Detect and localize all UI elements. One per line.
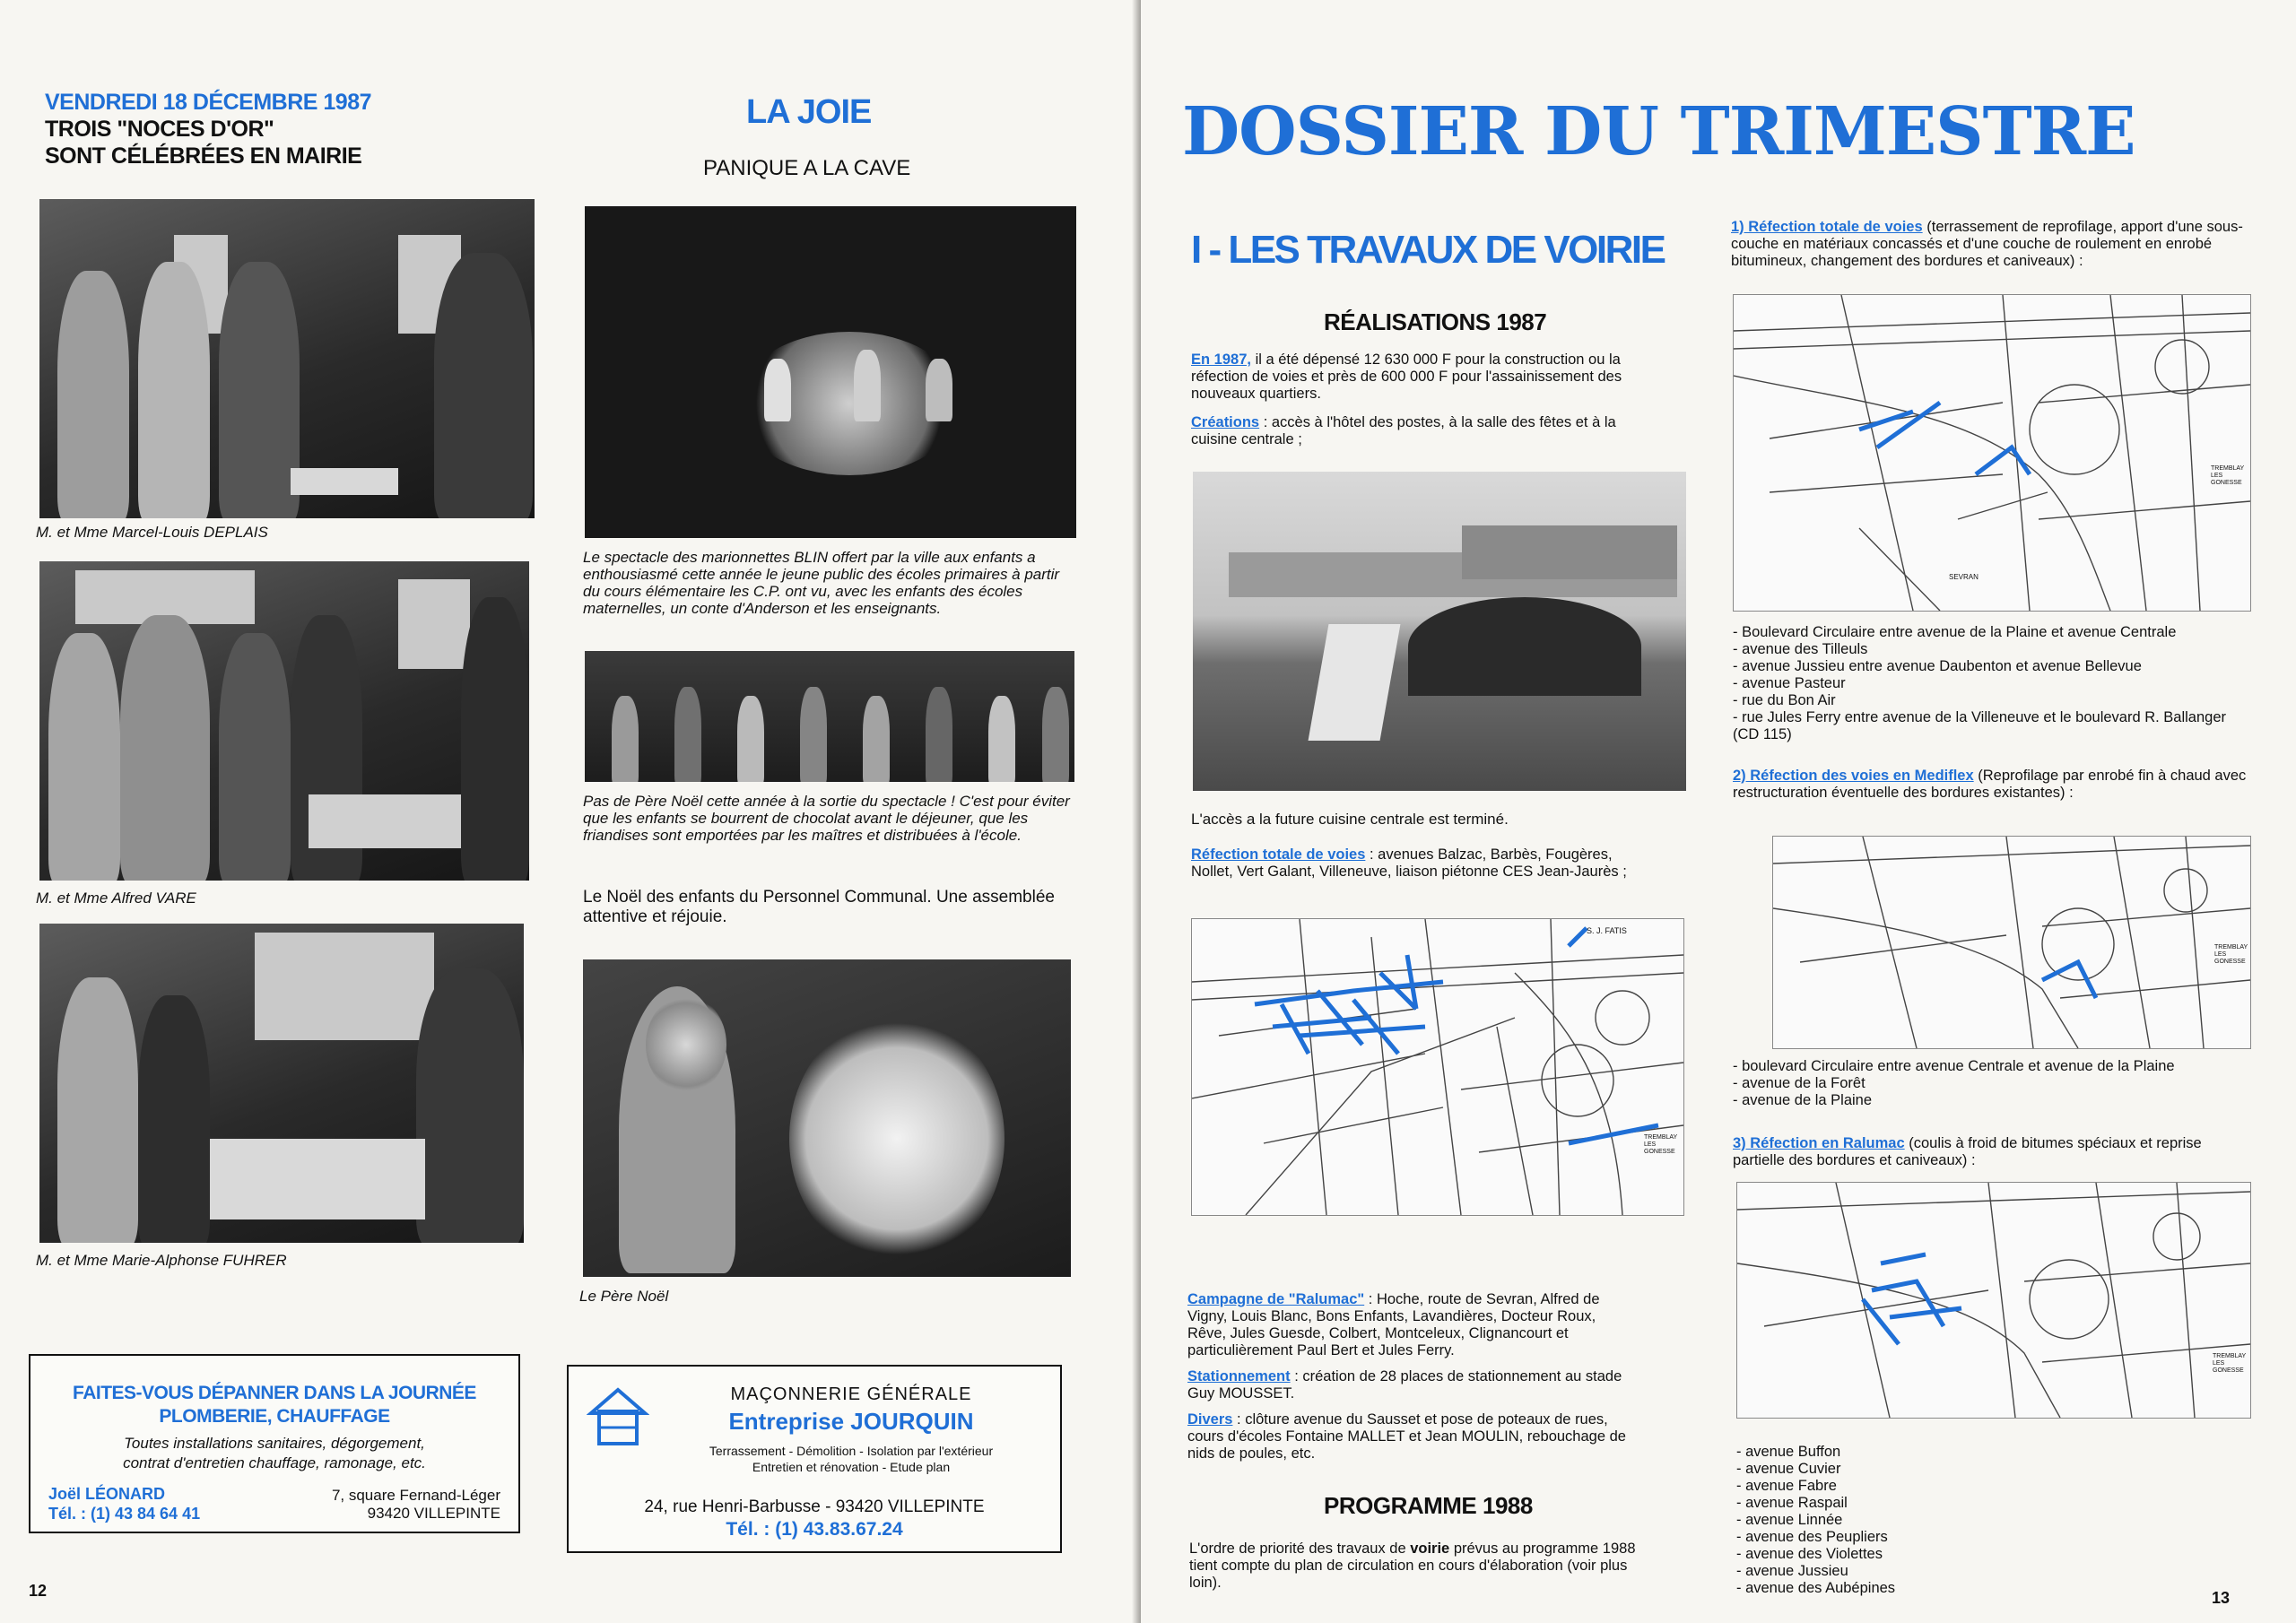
label-refection: Réfection totale de voies xyxy=(1191,846,1366,863)
photo-pere-noel xyxy=(583,959,1071,1277)
list-item: - avenue des Aubépines xyxy=(1736,1580,1896,1596)
text-ralumac: : Hoche, route de Sevran, Alfred de Vigny, Louis Blanc, Bons Enfants, Lavandières, Docteur Roux, Rêve, Jules Guesde, Colbert, Montceleux, Clignancourt et particulièrement Paul Bert et Jules Ferry. xyxy=(1187,1291,1600,1358)
label-creations: Créations xyxy=(1191,414,1260,430)
para-creations xyxy=(1191,414,1639,448)
text-stationnement: : création de 28 places de stationnement au stade Guy MOUSSET. xyxy=(1187,1368,1622,1402)
list-item: - boulevard Circulaire entre avenue Centrale et avenue de la Plaine xyxy=(1733,1058,2175,1074)
caption-cuisine-centrale: L'accès a la future cuisine centrale est terminé. xyxy=(1191,811,1509,828)
map-item1 xyxy=(1733,294,2251,612)
date-heading: VENDREDI 18 DÉCEMBRE 1987 xyxy=(45,90,372,115)
caption-marionettes: Le spectacle des marionnettes BLIN offert par la ville aux enfants a enthousiasmé cette année le jeune public des écoles primaires à partir du cours élémentaire les C.P. ont vu, avec les enfants des écoles maternelles, un conte d'Anderson et les enseignants. xyxy=(583,549,1060,617)
map1-label-tremblay: TREMBLAY LES GONESSE xyxy=(1644,1134,1678,1155)
list-item3 xyxy=(1736,1444,2257,1597)
programme-heading: PROGRAMME 1988 xyxy=(1324,1492,1533,1519)
para-divers xyxy=(1187,1411,1636,1462)
ad-maconnerie xyxy=(567,1365,1062,1553)
text-refection: : avenues Balzac, Barbès, Fougères, Nollet, Vert Galant, Villeneuve, liaison piétonne CES Jean-Jaurès ; xyxy=(1191,846,1627,880)
programme-text-b: prévus au programme 1988 tient compte du plan de circulation en cours d'élaboration (voir plus loin). xyxy=(1189,1541,1636,1591)
programme-text-bold: voirie xyxy=(1410,1541,1450,1557)
label-en1987: En 1987, xyxy=(1191,352,1251,368)
para-item2 xyxy=(1733,768,2253,802)
programme-text-a: L'ordre de priorité des travaux de xyxy=(1189,1541,1411,1557)
list-item: - avenue de la Plaine xyxy=(1733,1092,1873,1108)
text-noel-personnel: Le Noël des enfants du Personnel Communal. Une assemblée attentive et réjouie. xyxy=(583,888,1055,926)
list-item: - avenue des Tilleuls xyxy=(1733,641,1868,657)
ad-maconnerie-services2: Entretien et rénovation - Etude plan xyxy=(752,1460,951,1474)
text-item3: (coulis à froid de bitumes spéciaux et reprise partielle des bordures et caniveaux) : xyxy=(1733,1135,2202,1168)
map-item3 xyxy=(1736,1182,2251,1419)
label-ralumac: Campagne de "Ralumac" xyxy=(1187,1291,1365,1307)
joie-title: LA JOIE xyxy=(746,93,872,131)
caption-vare: M. et Mme Alfred VARE xyxy=(36,890,196,907)
list-item1 xyxy=(1733,624,2253,743)
list-item: - avenue Fabre xyxy=(1736,1478,1837,1494)
page-number-left: 12 xyxy=(29,1582,48,1600)
map2-label-sevran: SEVRAN xyxy=(1949,573,1979,581)
ad-maconnerie-phone: Tél. : (1) 43.83.67.24 xyxy=(726,1519,903,1540)
realisations-heading: RÉALISATIONS 1987 xyxy=(1324,308,1547,335)
house-icon xyxy=(587,1384,649,1449)
ad-plomberie-address1: 7, square Fernand-Léger xyxy=(331,1487,500,1504)
caption-deplais: M. et Mme Marcel-Louis DEPLAIS xyxy=(36,524,268,541)
headline-line2: SONT CÉLÉBRÉES EN MAIRIE xyxy=(45,143,362,169)
photo-cuisine-centrale xyxy=(1193,472,1686,791)
list-item: - avenue Buffon xyxy=(1736,1444,1841,1460)
ad-plomberie-desc1: Toutes installations sanitaires, dégorgement, xyxy=(124,1435,425,1452)
list-item: - avenue de la Forêt xyxy=(1733,1075,1866,1091)
map-item2 xyxy=(1772,836,2251,1049)
para-item3 xyxy=(1733,1135,2253,1169)
ad-plomberie-phone: Tél. : (1) 43 84 64 41 xyxy=(48,1505,201,1523)
list-item: - Boulevard Circulaire entre avenue de la Plaine et avenue Centrale xyxy=(1733,624,2177,640)
map3-label-tremblay: TREMBLAY LES GONESSE xyxy=(2214,944,2248,965)
ad-maconnerie-services1: Terrassement - Démolition - Isolation par l'extérieur xyxy=(709,1444,994,1458)
ad-maconnerie-title: MAÇONNERIE GÉNÉRALE xyxy=(730,1384,972,1404)
main-title: DOSSIER DU TRIMESTRE xyxy=(1182,93,2135,170)
list-item: - avenue des Violettes xyxy=(1736,1546,1883,1562)
list-item: - avenue Pasteur xyxy=(1733,675,1846,691)
text-item2: (Reprofilage par enrobé fin à chaud avec restructuration éventuelle des bordures existantes) : xyxy=(1733,768,2247,801)
para-en1987 xyxy=(1191,352,1639,403)
map1-label-sj-fatis: S. J. FATIS xyxy=(1587,926,1627,935)
map-realisations xyxy=(1191,918,1684,1216)
text-divers: : clôture avenue du Sausset et pose de poteaux de rues, cours d'écoles Fontaine MALLET et Jean MOULIN, rebouchage de nids de poules, etc. xyxy=(1187,1411,1626,1462)
photo-vare xyxy=(39,561,529,881)
para-ralumac xyxy=(1187,1291,1636,1359)
label-stationnement: Stationnement xyxy=(1187,1368,1291,1384)
page-number-right: 13 xyxy=(2212,1589,2231,1607)
para-item1 xyxy=(1731,219,2251,270)
section-title: I - LES TRAVAUX DE VOIRIE xyxy=(1191,228,1665,272)
photo-marionettes xyxy=(585,206,1076,538)
map2-label-tremblay: TREMBLAY LES GONESSE xyxy=(2211,465,2245,486)
ad-plomberie xyxy=(29,1354,520,1533)
list-item: - rue du Bon Air xyxy=(1733,692,1836,708)
para-refection xyxy=(1191,846,1639,881)
caption-pere-noel: Le Père Noël xyxy=(579,1288,669,1305)
headline-line1: TROIS "NOCES D'OR" xyxy=(45,117,274,142)
list-item: - avenue Raspail xyxy=(1736,1495,1848,1511)
para-programme xyxy=(1189,1541,1638,1592)
photo-fuhrer xyxy=(39,924,524,1243)
para-stationnement xyxy=(1187,1368,1636,1402)
list-item: - avenue Jussieu xyxy=(1736,1563,1848,1579)
left-page xyxy=(0,0,1141,1623)
joie-subtitle: PANIQUE A LA CAVE xyxy=(703,156,911,180)
right-page xyxy=(1141,0,2296,1623)
list-item2 xyxy=(1733,1058,2253,1109)
text-en1987: il a été dépensé 12 630 000 F pour la construction ou la réfection de voies et près de 600 000 F pour l'assainissement des nouveaux quartiers. xyxy=(1191,352,1622,402)
text-item1: (terrassement de reprofilage, apport d'une sous-couche en matériaux concassés et d'une couche de roulement en enrobé bitumineux, changement des bordures et caniveaux) : xyxy=(1731,219,2243,269)
ad-plomberie-title1: FAITES-VOUS DÉPANNER DANS LA JOURNÉE xyxy=(73,1383,476,1403)
photo-deplais xyxy=(39,199,535,518)
list-item: - avenue Jussieu entre avenue Daubenton et avenue Bellevue xyxy=(1733,658,2142,674)
list-item: - avenue des Peupliers xyxy=(1736,1529,1888,1545)
ad-maconnerie-address: 24, rue Henri-Barbusse - 93420 VILLEPINTE xyxy=(644,1497,985,1516)
photo-children-queue xyxy=(585,651,1074,782)
label-divers: Divers xyxy=(1187,1411,1233,1428)
map4-label-tremblay: TREMBLAY LES GONESSE xyxy=(2213,1353,2247,1374)
label-item1: 1) Réfection totale de voies xyxy=(1731,219,1923,235)
ad-maconnerie-company: Entreprise JOURQUIN xyxy=(728,1408,974,1435)
label-item2: 2) Réfection des voies en Mediflex xyxy=(1733,768,1974,784)
caption-fuhrer: M. et Mme Marie-Alphonse FUHRER xyxy=(36,1252,287,1269)
text-creations: : accès à l'hôtel des postes, à la salle des fêtes et à la cuisine centrale ; xyxy=(1191,414,1616,447)
list-item: - avenue Linnée xyxy=(1736,1512,1843,1528)
caption-pere-noel-absent: Pas de Père Noël cette année à la sortie du spectacle ! C'est pour éviter que les enfants se bourrent de chocolat avant le déjeuner, que les friandises sont emportées par les maîtres et distribuées à l'école. xyxy=(583,793,1070,844)
ad-plomberie-title2: PLOMBERIE, CHAUFFAGE xyxy=(159,1406,390,1427)
ad-plomberie-name: Joël LÉONARD xyxy=(48,1485,166,1503)
ad-plomberie-address2: 93420 VILLEPINTE xyxy=(367,1505,500,1522)
list-item: - avenue Cuvier xyxy=(1736,1461,1841,1477)
ad-plomberie-desc2: contrat d'entretien chauffage, ramonage, etc. xyxy=(123,1454,426,1471)
label-item3: 3) Réfection en Ralumac xyxy=(1733,1135,1905,1151)
list-item: - rue Jules Ferry entre avenue de la Villeneuve et le boulevard R. Ballanger (CD 115) xyxy=(1733,709,2227,742)
